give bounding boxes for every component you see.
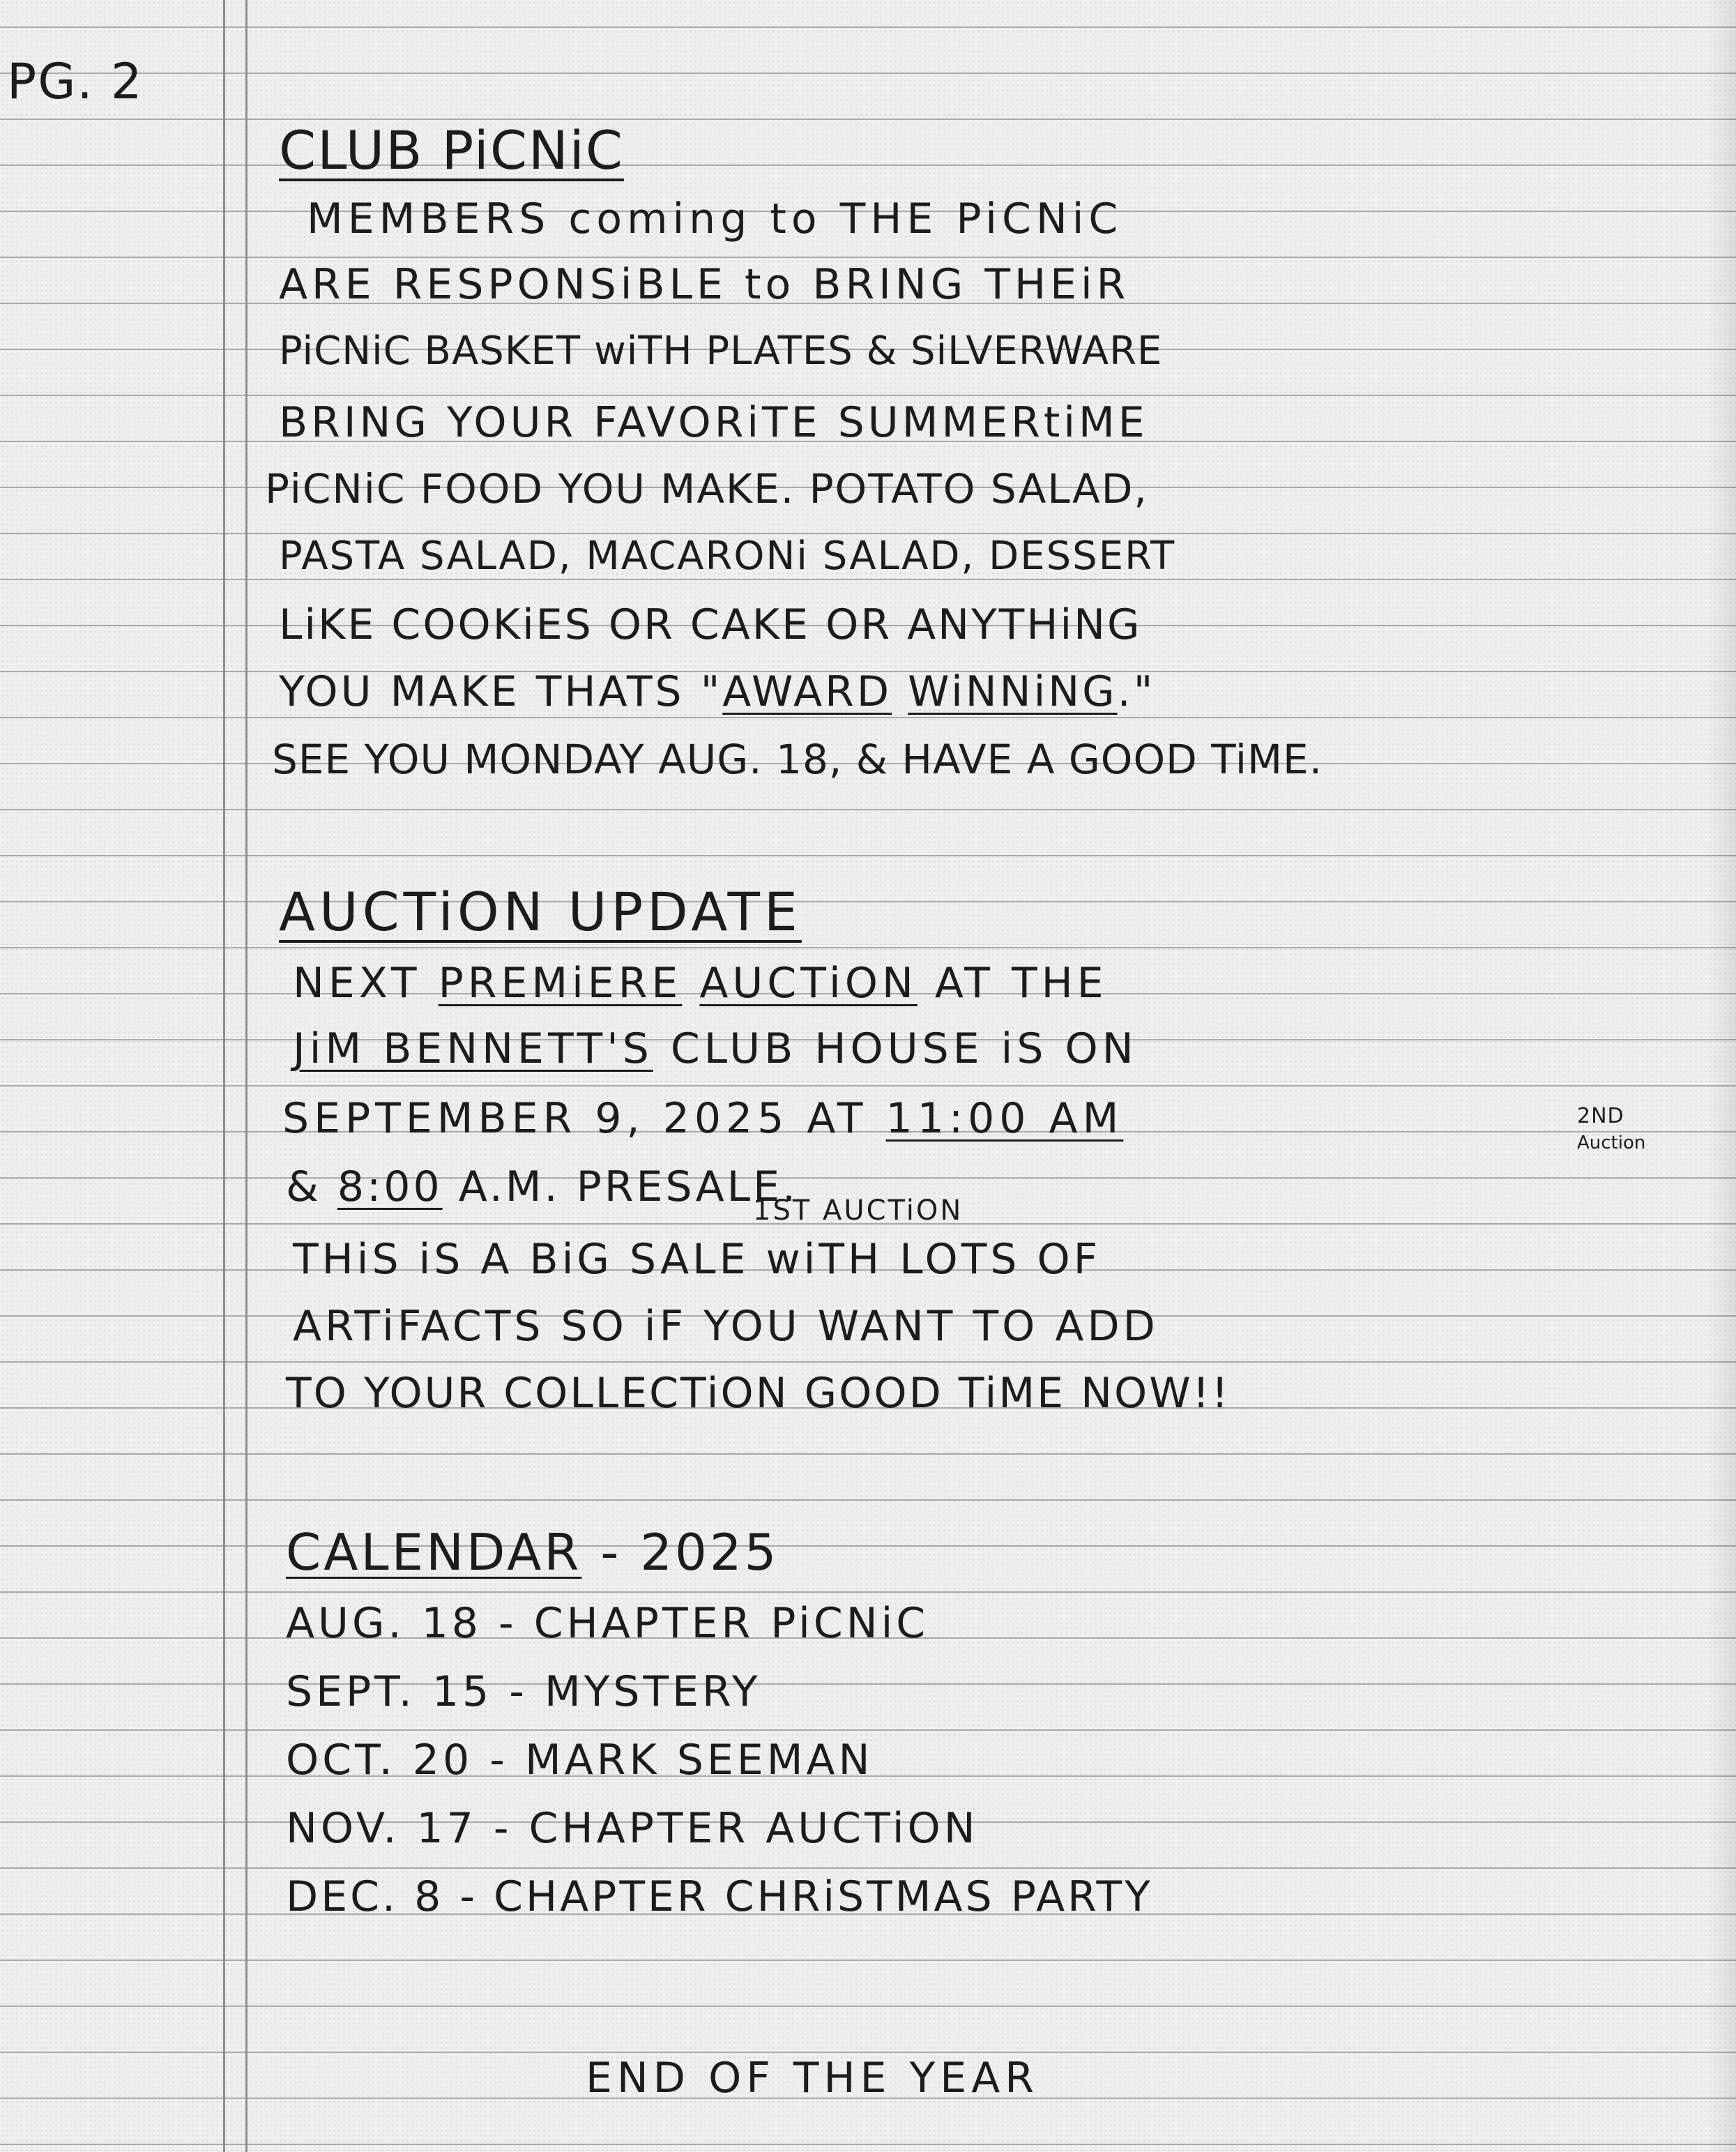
premiere-word: PREMiERE xyxy=(438,959,683,1008)
auction-text: NEXT xyxy=(293,959,421,1008)
auction-line xyxy=(282,1094,1124,1143)
auction-text: A.M. PRESALE. xyxy=(458,1162,799,1211)
auction-time: 11:00 AM xyxy=(885,1094,1124,1143)
calendar-title: CALENDAR xyxy=(286,1523,582,1582)
winning-word: WiNNiNG xyxy=(908,667,1118,716)
picnic-heading: CLUB PiCNiC xyxy=(279,119,624,181)
second-auction-note: 2ND xyxy=(1577,1104,1624,1128)
picnic-line: PiCNiC BASKET wiTH PLATES & SiLVERWARE xyxy=(279,328,1163,374)
page-number: PG. 2 xyxy=(7,53,144,110)
auction-text: SEPTEMBER 9, 2025 AT xyxy=(282,1094,868,1143)
picnic-line: LiKE COOKiES OR CAKE OR ANYTHiNG xyxy=(279,600,1142,649)
clubhouse-name: JiM BENNETT'S xyxy=(293,1024,653,1073)
picnic-line: PASTA SALAD, MACARONi SALAD, DESSERT xyxy=(279,533,1176,579)
margin-line xyxy=(245,0,248,2152)
auction-word: AUCTiON xyxy=(699,959,918,1008)
presale-time: 8:00 xyxy=(337,1162,443,1211)
calendar-year: - 2025 xyxy=(600,1523,779,1582)
picnic-line: BRING YOUR FAVORiTE SUMMERtiME xyxy=(279,398,1148,447)
award-line xyxy=(279,667,1156,716)
calendar-event: OCT. 20 - MARK SEEMAN xyxy=(286,1736,874,1785)
auction-line xyxy=(286,1162,799,1211)
award-suffix: ." xyxy=(1117,667,1156,716)
auction-line xyxy=(293,1024,1138,1073)
picnic-closing: SEE YOU MONDAY AUG. 18, & HAVE A GOOD TiME. xyxy=(272,736,1323,783)
first-auction-note: 1ST AUCTiON xyxy=(753,1195,964,1227)
calendar-event: NOV. 17 - CHAPTER AUCTiON xyxy=(286,1804,979,1853)
auction-line: THiS iS A BiG SALE wiTH LOTS OF xyxy=(293,1235,1102,1284)
auction-text: CLUB HOUSE iS ON xyxy=(670,1024,1138,1073)
calendar-event: AUG. 18 - CHAPTER PiCNiC xyxy=(286,1599,929,1648)
picnic-line: PiCNiC FOOD YOU MAKE. POTATO SALAD, xyxy=(265,465,1148,513)
calendar-event: SEPT. 15 - MYSTERY xyxy=(286,1667,761,1716)
auction-line: ARTiFACTS SO iF YOU WANT TO ADD xyxy=(293,1302,1159,1351)
auction-heading: AUCTiON UPDATE xyxy=(279,881,802,943)
award-prefix: YOU MAKE THATS " xyxy=(279,667,723,716)
calendar-heading xyxy=(286,1523,779,1582)
auction-text: AT THE xyxy=(934,959,1108,1008)
end-of-year-note: END OF THE YEAR xyxy=(586,2054,1039,2102)
picnic-line: MEMBERS coming to THE PiCNiC xyxy=(307,195,1123,243)
award-word: AWARD xyxy=(722,667,892,716)
second-auction-note: Auction xyxy=(1577,1132,1646,1153)
calendar-event: DEC. 8 - CHAPTER CHRiSTMAS PARTY xyxy=(286,1872,1153,1921)
picnic-line: ARE RESPONSiBLE to BRING THEiR xyxy=(279,260,1130,309)
auction-line: TO YOUR COLLECTiON GOOD TiME NOW!! xyxy=(286,1369,1231,1418)
margin-line xyxy=(223,0,225,2152)
page-edge-shadow xyxy=(1708,0,1736,2152)
auction-line xyxy=(293,959,1108,1008)
auction-text: & xyxy=(286,1162,321,1211)
